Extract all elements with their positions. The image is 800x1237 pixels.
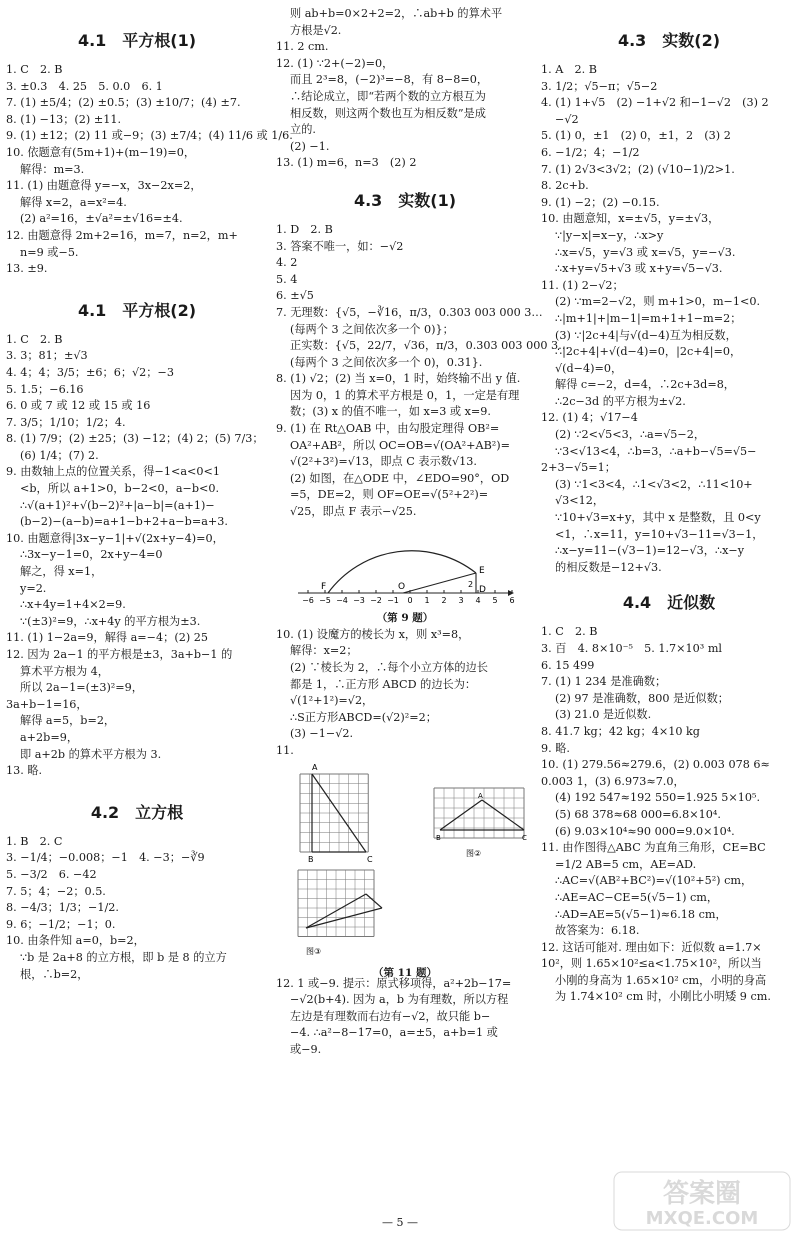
- answer-line: 7. (1) ±5/4；(2) ±0.5；(3) ±10/7；(4) ±7.: [6, 96, 241, 110]
- answer-line: √(d−4)=0，: [555, 361, 623, 375]
- answer-line: (2) 如图，在△ODE 中，∠EDO=90°，OD: [290, 471, 510, 485]
- answer-line: (2) 97 是准确数，800 是近似数；: [555, 691, 729, 705]
- watermark-top-text: 答案圈: [662, 1179, 742, 1209]
- figure-3-line-2: [306, 908, 382, 928]
- answer-line: (2) ∵2<√5<3，∴a=√5−2，: [555, 428, 706, 442]
- answer-line: 解得：m=3.: [20, 162, 85, 176]
- tick-label: 5: [492, 595, 498, 605]
- answer-line: 解得 a=5，b=2，: [20, 714, 116, 728]
- answer-line: 相反数，则这两个数也互为相反数”是成: [290, 106, 486, 120]
- answer-line: 立的.: [290, 123, 316, 137]
- answer-line: 3. −1/4；−0.008；−1 4. −3；−∛9: [6, 851, 205, 865]
- answer-line: 所以 2a−1=(±3)²=9，: [20, 681, 143, 695]
- answer-line: 因为 0，1 的算术平方根是 0，1，一定是有理: [290, 388, 520, 402]
- answer-line: (3) −1−√2.: [290, 727, 354, 741]
- answer-line: ∴x+4y=1+4×2=9.: [20, 598, 126, 612]
- tick-label: 1: [424, 595, 430, 605]
- answer-line: ∵|y−x|=x−y，∴x>y: [555, 228, 664, 242]
- answer-line: <1，∴x=11，y=10+√3−11=√3−1，: [555, 527, 764, 541]
- answer-line: OA²+AB²，所以 OC=OB=√(OA²+AB²)=: [290, 438, 511, 452]
- answer-line: =1/2 AB=5 cm，AE=AD.: [555, 857, 697, 871]
- tick-label: −5: [319, 595, 331, 605]
- answer-line: y=2.: [20, 581, 47, 595]
- watermark-logo: [612, 1170, 792, 1232]
- answer-line: 4. 4；4；3/5；±6；6；√2；−3: [6, 365, 174, 379]
- answer-line: 算术平方根为 4，: [20, 664, 109, 678]
- answer-line: 3. ±0.3 4. 25 5. 0.0 6. 1: [6, 79, 163, 93]
- answer-line: 9. 略.: [541, 741, 570, 755]
- answer-line: 都是 1，∴正方形 ABCD 的边长为：: [290, 677, 477, 691]
- answers-4-3-1-continued: [276, 627, 534, 760]
- tick-label: −6: [302, 595, 314, 605]
- answer-line: √3<12，: [555, 494, 605, 508]
- answer-line: (2) a²=16，±√a²=±√16=±4.: [20, 212, 183, 226]
- answer-line: 7. (1) 2√3<3√2；(2) (√10−1)/2>1.: [541, 162, 735, 176]
- answer-line: 3. 答案不唯一，如：−√2: [276, 239, 404, 253]
- answer-line: 1. B 2. C: [6, 834, 63, 848]
- answer-line: 方根是√2.: [290, 23, 342, 37]
- answer-line: 1. C 2. B: [6, 332, 63, 346]
- answers-4-3-1: [276, 222, 570, 521]
- answer-line: 1. C 2. B: [6, 63, 63, 76]
- answer-line: 5. 4: [276, 272, 298, 286]
- answer-line: 11. 由作图得△ABC 为直角三角形，CE=BC: [541, 841, 766, 855]
- answer-line: 12. 这话可能对. 理由如下：近似数 a=1.7×: [541, 940, 762, 954]
- answer-line: 8. 2c+b.: [541, 179, 589, 193]
- answer-line: 11. 2 cm.: [276, 40, 329, 54]
- answer-line: −4. ∴a²−8−17=0，a=±5，a+b=1 或: [290, 1026, 498, 1040]
- answer-line: (3) 21.0 是近似数.: [555, 708, 652, 722]
- figure-11-caption: （第 11 题）: [373, 967, 437, 980]
- label-c1: C: [367, 854, 373, 864]
- tick-label: −4: [336, 595, 348, 605]
- answer-line: ∴√(a+1)²+√(b−2)²+|a−b|=(a+1)−: [20, 498, 215, 512]
- answers-4-2-continued: [276, 6, 534, 172]
- answer-line: 7. (1) 1 234 是准确数；: [541, 675, 667, 689]
- answer-line: 解之，得 x=1，: [20, 565, 103, 579]
- figure-9-caption: （第 9 题）: [376, 612, 434, 625]
- answer-line: 5. −3/2 6. −42: [6, 867, 97, 881]
- answer-line: 10. 由条件知 a=0，b=2，: [6, 934, 145, 948]
- answer-line: ∴|m+1|+|m−1|=m+1+1−m=2；: [555, 311, 742, 325]
- answer-line: 10. (1) 设魔方的棱长为 x，则 x³=8，: [276, 627, 470, 641]
- answer-line: 8. −4/3；1/3；−1/2.: [6, 901, 119, 915]
- answer-line: 7. 5；4；−2；0.5.: [6, 884, 106, 898]
- answer-line: 0.003 1，(3) 6.973≈7.0，: [541, 774, 685, 788]
- answer-line: (4) 192 547≈192 550=1.925 5×10⁵.: [555, 791, 761, 805]
- answer-line: (b−2)−(a−b)=a+1−b+2+a−b=a+3.: [20, 515, 228, 529]
- answer-line: ∴2c−3d 的平方根为±√2.: [555, 394, 686, 408]
- answer-line: 的相反数是−12+√3.: [555, 560, 662, 574]
- answers-4-1-2: [6, 332, 268, 780]
- answer-line: 12. (1) 4；√17−4: [541, 411, 638, 425]
- answer-line: 解得 c=−2，d=4，∴2c+3d=8，: [555, 378, 735, 392]
- answer-line: 9. 6；−1/2；−1；0.: [6, 917, 116, 931]
- figure-11-drawing: [276, 760, 534, 960]
- answer-line: ∴AD=AE=5(√5−1)≈6.18 cm，: [555, 907, 727, 921]
- answer-line: 4. (1) 1+√5 (2) −1+√2 和−1−√2 (3) 2: [541, 96, 769, 110]
- answer-line: 3a+b−1=16，: [6, 697, 88, 711]
- answer-line: 11.: [276, 743, 294, 757]
- answer-line: 12. 因为 2a−1 的平方根是±3，3a+b−1 的: [6, 648, 233, 661]
- answer-line: √(1²+1²)=√2，: [290, 694, 374, 708]
- answer-line: 11. (1) 2−√2；: [541, 278, 624, 292]
- tick-label: −1: [387, 595, 399, 605]
- answer-line: 8. (1) −13；(2) ±11.: [6, 112, 121, 126]
- answers-4-1-1: [6, 62, 293, 278]
- answer-line: −√2(b+4). 因为 a，b 为有理数，所以方程: [290, 993, 509, 1007]
- answer-line: 即 a+2b 的算术平方根为 3.: [20, 747, 162, 761]
- tick-label: −2: [370, 595, 382, 605]
- label-e: E: [479, 565, 485, 576]
- answer-line: 2+3−√5=1；: [541, 461, 616, 475]
- answer-line: 或−9.: [290, 1042, 322, 1056]
- figure-9: [276, 521, 534, 627]
- answer-line: 6. ±√5: [276, 289, 314, 303]
- answer-line: 11. (1) 由题意得 y=−x，3x−2x=2，: [6, 179, 202, 193]
- answer-line: (5) 68 378≈68 000=6.8×10⁴.: [555, 807, 721, 821]
- answer-line: 6. 0 或 7 或 12 或 15 或 16: [6, 399, 151, 413]
- label-two: 2: [468, 579, 474, 589]
- tick-label: 3: [458, 595, 464, 605]
- label-a1: A: [312, 762, 318, 772]
- answer-line: ∵3<√13<4，∴b=3，∴a+b−√5=√5−: [555, 444, 757, 458]
- answer-line: (每两个 3 之间依次多一个 0)}；: [290, 322, 454, 336]
- answers-4-3-1-q12: [276, 976, 534, 1059]
- answer-line: 4. 2: [276, 256, 298, 270]
- answer-line: (6) 1/4；(7) 2.: [20, 448, 99, 462]
- answer-line: 8. (1) 7/9；(2) ±25；(3) −12；(4) 2；(5) 7/3；: [6, 432, 264, 446]
- section-title-4-4: 4.4 近似数: [622, 593, 716, 613]
- answer-line: ∴结论成立，即“若两个数的立方根互为: [290, 89, 486, 103]
- answer-line: 12. 由题意得 2m+2=16，m=7，n=2，m+: [6, 228, 238, 242]
- answer-line: 10. 由题意知，x=±√5，y=±√3，: [541, 212, 720, 226]
- answer-line: 故答案为：6.18.: [555, 924, 640, 938]
- answer-line: 9. 由数轴上点的位置关系，得−1<a<0<1: [6, 465, 220, 479]
- answer-line: n=9 或−5.: [20, 245, 79, 259]
- answer-line: 12. 1 或−9. 提示：原式移项得，a²+2b−17=: [276, 976, 512, 990]
- figure-9-drawing: [276, 521, 534, 607]
- label-a2: A: [478, 791, 483, 800]
- label-c2: C: [522, 833, 527, 842]
- label-d: D: [479, 584, 486, 595]
- answer-line: 解得 x=2，a=x²=4.: [20, 195, 127, 209]
- answer-line: ∴3x−y−1=0，2x+y−4=0: [20, 548, 163, 562]
- answer-line: <b，所以 a+1>0，b−2<0，a−b<0.: [20, 482, 220, 496]
- answer-line: (2) −1.: [290, 139, 330, 153]
- answers-4-3-2: [541, 62, 797, 576]
- answer-line: 5. 1.5；−6.16: [6, 382, 84, 396]
- answer-line: =5，DE=2，则 OF=OE=√(5²+2²)=: [290, 488, 489, 502]
- answer-line: −√2: [555, 112, 579, 126]
- answer-line: 9. (1) −2；(2) −0.15.: [541, 195, 660, 209]
- answer-line: (3) ∵|2c+4|与√(d−4)互为相反数，: [555, 328, 737, 342]
- section-title-4-3-1: 4.3 实数(1): [353, 190, 457, 210]
- label-o: O: [398, 581, 406, 592]
- tick-label: 4: [475, 595, 481, 605]
- answer-line: √(2²+3²)=√13，即点 C 表示数√13.: [290, 455, 477, 469]
- section-title-4-1-2: 4.1 平方根(2): [77, 300, 197, 320]
- label-f: F: [321, 581, 327, 592]
- answer-line: 10. 由题意得|3x−y−1|+√(2x+y−4)=0，: [6, 531, 224, 545]
- label-b1: B: [308, 854, 314, 864]
- answer-line: 1. A 2. B: [541, 63, 597, 76]
- figure-2-line-left: [440, 800, 482, 830]
- figure-11: [276, 760, 534, 980]
- answer-line: 3. 百 4. 8×10⁻⁵ 5. 1.7×10³ ml: [541, 642, 722, 655]
- answer-line: a+2b=9，: [20, 730, 79, 744]
- answer-line: 1. D 2. B: [276, 222, 333, 236]
- answer-line: 而且 2³=8，(−2)³=−8，有 8−8=0，: [290, 73, 489, 87]
- segment-oe: [403, 573, 476, 593]
- answer-line: 9. (1) 在 Rt△OAB 中，由勾股定理得 OB²=: [276, 422, 500, 436]
- answer-line: 则 ab+b=0×2+2=2，∴ab+b 的算术平: [290, 7, 503, 20]
- answer-line: ∴x−y=11−(√3−1)=12−√3，∴x−y: [555, 544, 745, 558]
- answer-line: 13. 略.: [6, 764, 43, 778]
- answer-line: 13. ±9.: [6, 262, 48, 276]
- answer-line: (6) 9.03×10⁴≈90 000=9.0×10⁴.: [555, 824, 735, 838]
- answer-line: 3. 3；81；±√3: [6, 349, 88, 363]
- answer-line: 10. 依题意有(5m+1)+(m−19)=0，: [6, 145, 196, 159]
- watermark-bottom-text: MXQE.COM: [645, 1208, 759, 1229]
- answer-line: 10²，则 1.65×10²≤a<1.75×10²，所以当: [541, 957, 762, 971]
- figure-2-line-right: [482, 800, 524, 830]
- tick-label: 6: [509, 595, 515, 605]
- figure-2-name: 图②: [466, 848, 482, 858]
- answer-line: 数；(3) x 的值不唯一，如 x=3 或 x=9.: [290, 405, 491, 419]
- label-b2: B: [436, 833, 441, 842]
- page-number: — 5 —: [382, 1216, 418, 1229]
- answer-line: 为 1.74×10² cm 时，小刚比小明矮 9 cm.: [555, 990, 771, 1004]
- answer-line: √25，即点 F 表示−√25.: [290, 505, 417, 519]
- answer-line: 6. −1/2；4；−1/2: [541, 145, 640, 159]
- answer-line: 3. 1/2；√5−π；√5−2: [541, 79, 658, 93]
- answer-line: ∵10+√3=x+y，其中 x 是整数，且 0<y: [555, 511, 761, 525]
- answer-line: 左边是有理数而右边有−√2，故只能 b−: [290, 1009, 491, 1023]
- column-left: [6, 0, 293, 983]
- answer-line: ∴AC=√(AB²+BC²)=√(10²+5²) cm，: [555, 874, 753, 888]
- answer-line: 6. 15 499: [541, 658, 595, 672]
- answer-line: 8. 41.7 kg；42 kg；4×10 kg: [541, 724, 700, 738]
- tick-label: 2: [441, 595, 447, 605]
- answer-line: ∴S正方形ABCD=(√2)²=2；: [290, 710, 437, 724]
- section-title-4-3-2: 4.3 实数(2): [617, 31, 721, 50]
- answer-line: 13. (1) m=6，n=3 (2) 2: [276, 156, 417, 170]
- answer-line: ∴x=√5，y=√3 或 x=√5，y=−√3.: [555, 245, 736, 259]
- tick-label: 0: [407, 595, 413, 605]
- section-title-4-2: 4.2 立方根: [90, 802, 184, 822]
- answer-line: 10. (1) 279.56≈279.6，(2) 0.003 078 6≈: [541, 758, 770, 772]
- answer-line: 9. (1) ±12；(2) 11 或−9；(3) ±7/4；(4) 11/6 或 1/6.: [6, 129, 293, 143]
- answer-line: (3) ∵1<3<4，∴1<√3<2，∴11<10+: [555, 477, 753, 491]
- answer-line: (2) ∵m=2−√2，则 m+1>0，m−1<0.: [555, 295, 761, 309]
- answer-line: 5. (1) 0，±1 (2) 0，±1，2 (3) 2: [541, 129, 731, 143]
- answer-line: ∴AE=AC−CE=5(√5−1) cm，: [555, 890, 719, 904]
- tick-label: −3: [353, 595, 365, 605]
- answer-line: 8. (1) √2；(2) 当 x=0，1 时，始终输不出 y 值.: [276, 372, 521, 386]
- answer-line: 7. 3/5；1/10；1/2；4.: [6, 415, 126, 429]
- section-title-4-1-1: 4.1 平方根(1): [77, 31, 197, 50]
- answer-line: 小刚的身高为 1.65×10² cm，小明的身高: [555, 973, 767, 987]
- answer-line: 12. (1) ∵2+(−2)=0，: [276, 56, 394, 70]
- answer-line: 7. 无理数：{√5，−∛16，π/3，0.303 003 000 3…: [276, 305, 543, 319]
- answer-line: 正实数：{√5，22/7，√36，π/3，0.303 003 000 3…: [290, 339, 570, 353]
- answer-line: (每两个 3 之间依次多一个 0)，0.31}.: [290, 355, 483, 369]
- answer-line: ∵(±3)²=9，∴x+4y 的平方根为±3.: [20, 614, 201, 628]
- answers-4-2: [6, 834, 268, 983]
- answer-line: (2) ∵棱长为 2，∴每个小立方体的边长: [290, 661, 488, 674]
- answer-line: 1. C 2. B: [541, 625, 598, 639]
- answer-line: 解得：x=2；: [290, 644, 358, 658]
- answer-line: 根，∴b=2，: [20, 967, 89, 981]
- answer-line: ∴|2c+4|+√(d−4)=0，|2c+4|=0，: [555, 345, 742, 359]
- answer-line: 11. (1) 1−2a=9，解得 a=−4；(2) 25: [6, 631, 209, 645]
- figure-3-name: 图③: [306, 946, 322, 956]
- answer-line: ∴x+y=√5+√3 或 x+y=√5−√3.: [555, 262, 723, 276]
- answers-4-4: [541, 624, 797, 1006]
- column-right: [541, 0, 797, 1006]
- answer-line: ∵b 是 2a+8 的立方根，即 b 是 8 的立方: [20, 950, 227, 964]
